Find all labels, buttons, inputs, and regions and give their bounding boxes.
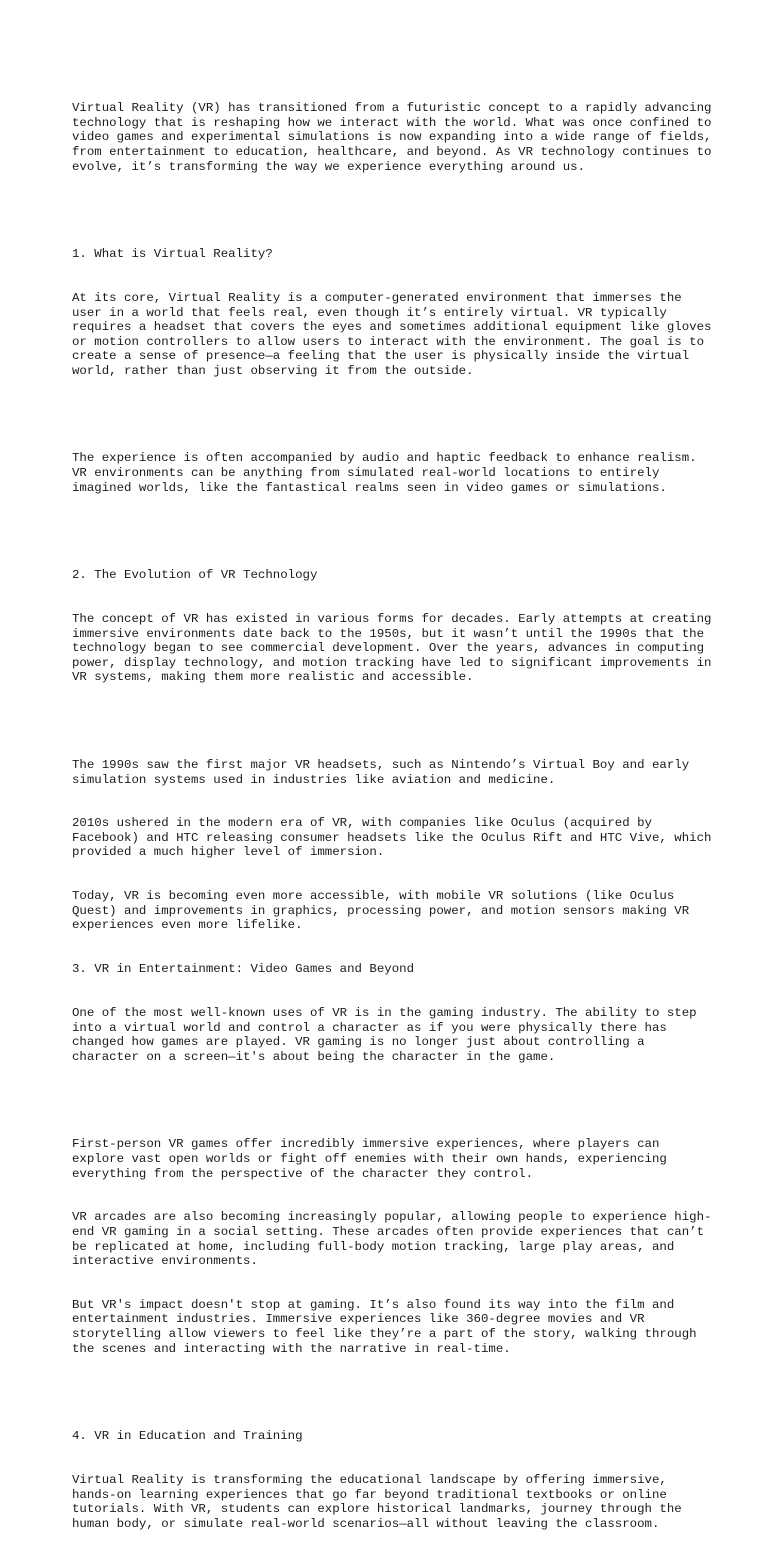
body-paragraph: Today, VR is becoming even more accessible, with mobile VR solutions (like Oculus Quest) and improvements in graphics, processing power, and motion sensors making VR experiences even more lifelike.: [72, 889, 697, 933]
paragraph-gap: [72, 714, 712, 729]
document-body: [72, 72, 719, 1561]
body-paragraph: The experience is often accompanied by audio and haptic feedback to enhance realism. VR environments can be anything from simulated real-world locations to entirely imagined worlds, like the fantastical realms seen in video games or simulations.: [72, 451, 705, 495]
body-paragraph: The 1990s saw the first major VR headsets, such as Nintendo’s Virtual Boy and early simulation systems used in industries like aviation and medicine.: [72, 757, 697, 787]
section-heading: 1. What is Virtual Reality?: [72, 247, 273, 262]
body-paragraph: At its core, Virtual Reality is a computer-generated environment that immerses the user in a world that feels real, even though it’s entirely virtual. VR typically requires a headset that covers the eyes and sometimes additional equipment like gloves or motion controllers to allow users to interact with the environment. The goal is to create a sense of presence—a feeling that the user is physically inside the virtual world, rather than just observing it from the outside.: [72, 290, 719, 378]
paragraph-gap: [72, 1385, 712, 1400]
section-heading: 3. VR in Entertainment: Video Games and Beyond: [72, 962, 415, 977]
intro-paragraph: Virtual Reality (VR) has transitioned from a futuristic concept to a rapidly advancing technology that is reshaping how we interact with the world. What was once confined to video games and experimental simulations is now expanding into a wide range of fields, from entertainment to education, healthcare, and beyond. As VR technology continues to evolve, it’s transforming the way we experience everything around us.: [72, 101, 719, 174]
body-paragraph: Virtual Reality is transforming the educational landscape by offering immersive, hands-on learning experiences that go far beyond traditional textbooks or online tutorials. With VR, students can explore historical landmarks, journey through the human body, or simulate real-world scenarios—all without leaving the classroom.: [72, 1473, 690, 1531]
section-heading: 4. VR in Education and Training: [72, 1429, 303, 1444]
body-paragraph: 2010s ushered in the modern era of VR, with companies like Oculus (acquired by Facebook) and HTC releasing consumer headsets like the Oculus Rift and HTC Vive, which provided a much higher level of immersion.: [72, 816, 719, 860]
body-paragraph: First-person VR games offer incredibly immersive experiences, where players can explore vast open worlds or fight off enemies with their own hands, experiencing everything from the perspective of the character they control.: [72, 1137, 675, 1181]
paragraph-gap: [72, 1094, 712, 1109]
paragraph-gap: [72, 408, 712, 423]
body-paragraph: One of the most well-known uses of VR is in the gaming industry. The ability to step into a virtual world and control a character as if you were physically there has changed how games are played. VR gaming is no longer just about controlling a character on a screen—it's about being the character in the game.: [72, 1006, 705, 1064]
section-heading: 2. The Evolution of VR Technology: [72, 568, 318, 583]
paragraph-gap: [72, 524, 712, 539]
paragraph-gap: [72, 203, 712, 218]
body-paragraph: But VR's impact doesn't stop at gaming. It’s also found its way into the film and entertainment industries. Immersive experiences like 360-degree movies and VR storytelling allow viewers to feel like they’re a part of the story, walking through the scenes and interacting with the narrative in real-time.: [72, 1297, 705, 1356]
body-paragraph: VR arcades are also becoming increasingly popular, allowing people to experience high-end VR gaming in a social setting. These arcades often provide experiences that can’t be replicated at home, including full-body motion tracking, large play areas, and interactive environments.: [72, 1210, 712, 1269]
body-paragraph: The concept of VR has existed in various forms for decades. Early attempts at creating immersive environments date back to the 1950s, but it wasn’t until the 1990s that the technology began to see commercial development. Over the years, advances in computing power, display technology, and motion tracking have led to significant improvements in VR systems, making them more realistic and accessible.: [72, 611, 719, 685]
